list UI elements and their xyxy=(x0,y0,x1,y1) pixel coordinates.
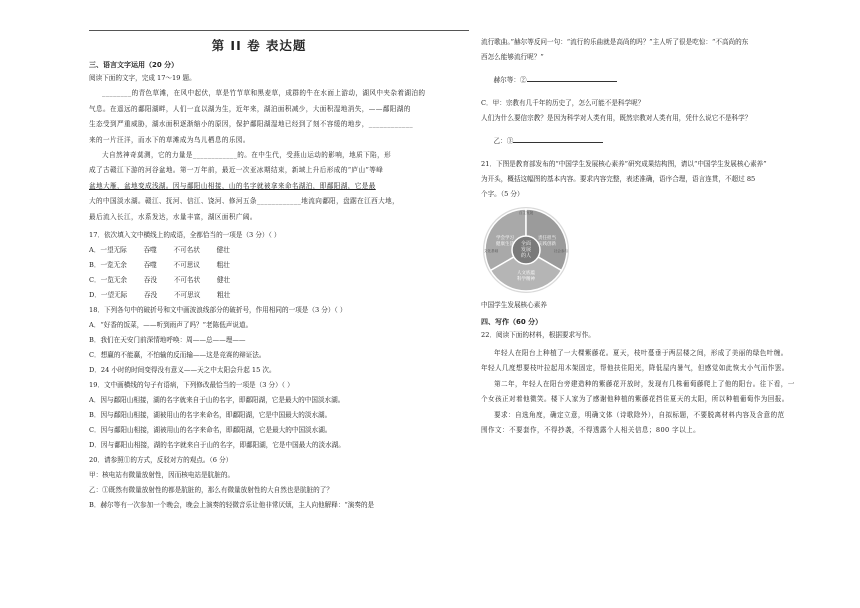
top-rule xyxy=(89,30,469,31)
question-21-line: 个字。（5 分） xyxy=(481,190,524,198)
passage-line: 大自然神奇莫测，它的力量是____________的。在中生代，受燕山运动的影响，地质下陷，形 xyxy=(102,151,392,160)
passage-line: 最后流入长江，水系发达，水量丰富，湖区面积广阔。 xyxy=(89,212,257,221)
option-19d: D．因与鄱阳山相接，湖的名字就来自于山的名字，即鄱阳湖，它是中国最大的淡水湖。 xyxy=(89,441,345,450)
q20-line: 乙：①既然有微量放射性的都是肮脏的，那么有微量放射性的大自然也是肮脏的了？ xyxy=(89,486,333,495)
q20-line: 甲：核电站有微量放射性，因而核电站是肮脏的。 xyxy=(89,471,235,480)
question-17: 17．依次填入文中横线上的成语，全都恰当的一项是（3 分）（ ） xyxy=(89,231,281,240)
r-line: 流行歌曲。”赫尔等反问一句：“流行的乐曲就是高尚的吗？”主人听了很是吃惊：“不高尚的东 xyxy=(481,38,749,46)
diagram-caption: 中国学生发展核心素养 xyxy=(481,301,547,309)
answer-2-blank[interactable] xyxy=(527,81,617,82)
passage-line-underlined: 盆地大雁，盆地变成浅湖。因与鄱阳山相接，山的名字就被拿来命名湖泊，即鄱阳湖，它是最 xyxy=(89,181,376,190)
reading-intro: 阅读下面的文字，完成 17～19 题。 xyxy=(89,74,196,82)
option-18a: A．“好香的饭菜，——听到雨声了吗？”老陈低声说道。 xyxy=(89,321,253,330)
question-22: 22．阅读下面的材料，根据要求写作。 xyxy=(481,331,595,339)
essay-line: 年轻人几度想要枝叶拉起用木架固定，帮他扶住阳光，降低屋内暑气，但感觉如此恢太小气而作罢。 xyxy=(481,364,789,373)
option-c-line-2: 人们为什么要信宗教？是因为科学对人类有用，既然宗教对人类有用，凭什么说它不是科学？ xyxy=(481,114,752,122)
answer-3-line xyxy=(481,129,821,153)
option-19b: B．因与鄱阳山相接，湖被用山的名字来命名，即鄱阳湖，它是中国最大的淡水湖。 xyxy=(89,411,332,420)
passage-line: 大的中国淡水湖。赣江、抚河、信江、饶河、修河五条____________地流向鄱阳，盘踞在江西大地， xyxy=(89,197,400,206)
question-21-line: 为开头，概括这幅图的基本内容。要求内容完整，表述准确，语序合理，语言连贯，不超过 85 xyxy=(481,175,756,183)
option-19a: A．因与鄱阳山相接，湖的名字就来自于山的名字，即鄱阳湖，它是最大的中国淡水湖。 xyxy=(89,396,345,405)
essay-line: 第二年，年轻人在阳台旁建造种的紫藤花开放时，发现有几株葡萄藤爬上了他的阳台。往下看，一 xyxy=(494,379,795,388)
essay-line: 年轻人在阳台上种植了一大棵紫藤花。夏天，枝叶蔓垂于两层楼之间，形成了美丽的绿色叶缠。 xyxy=(494,349,788,357)
diagram-center-text: 全面 xyxy=(520,241,532,247)
question-21-line: 21．下图是教育部发布的“中国学生发展核心素养”研究成果结构图，请以“中国学生发展核心素养” xyxy=(481,160,767,168)
essay-line: 个女孩正对着他微笑。楼下人家为了感谢他种植的紫藤花挡住夏天的太阳，所以种植葡萄作为回报。 xyxy=(481,395,789,404)
question-18: 18．下列各句中的破折号和文中画波浪线部分的破折号，作用相同的一项是（3 分）（ ） xyxy=(89,306,347,315)
diagram-right-text: 责任担当 xyxy=(538,236,556,241)
essay-line: 要求：自选角度，确定立意，明确文体（诗歌除外），自拟标题，不要脱离材料内容及含意的范 xyxy=(494,410,785,419)
option-17d: D．一望无际 吞没 不可思议 粗壮 xyxy=(89,291,231,300)
option-c-line: C．甲：宗教有几千年的历史了，怎么可能不是科学呢？ xyxy=(481,99,645,107)
option-18c: C．想赢的不能赢，不怕输的反而输——这是竞赛的辩证法。 xyxy=(89,351,266,360)
section-3-heading: 三、语言文字运用（20 分） xyxy=(89,61,179,69)
core-literacy-diagram-svg xyxy=(481,205,571,295)
left-column xyxy=(89,34,429,516)
diagram-right-text: 实践创新 xyxy=(538,242,556,247)
core-literacy-diagram xyxy=(481,205,571,295)
passage-line: 来的一片汪洋，而水下的草滩成为鸟儿栖息的乐园。 xyxy=(89,135,250,144)
question-20: 20．请参照①的方式，反驳对方的观点。（6 分） xyxy=(89,456,233,465)
q20-line: B．赫尔等有一次参加一个晚会，晚会上演奏的轻微音乐让他非常厌烦，主人向他解释：“演奏的是 xyxy=(89,501,375,510)
passage-line: 成了古赣江下游的河谷盆地。第一万年前，最近一次亚冰期结束，新域上升后形成的“庐山”等峰 xyxy=(89,166,384,175)
diagram-center-text: 发展 xyxy=(520,247,532,253)
essay-material xyxy=(481,346,821,438)
option-17b: B．一览无余 吞噬 不可思议 粗壮 xyxy=(89,261,230,270)
option-17c: C．一览无余 吞没 不可名状 健壮 xyxy=(89,276,231,285)
diagram-center-text: 的人 xyxy=(520,253,532,259)
passage-line: 气息。在遥远的鄱阳湖畔，人们一直以湖为生，近年来，湖泊面积减少，大面积湿地消失，——鄱阳湖的 xyxy=(89,104,411,113)
right-column xyxy=(481,34,821,438)
r-line: 西怎么能够流行呢？” xyxy=(481,53,544,61)
option-17a: A．一望无际 吞噬 不可名状 健壮 xyxy=(89,246,230,255)
answer-2-label: 赫尔等：② xyxy=(493,76,527,84)
question-19: 19．文中画横线的句子有语病，下列修改最恰当的一项是（3 分）（ ） xyxy=(89,381,294,390)
reading-passage xyxy=(89,86,429,225)
diagram-left-text: 健康生活 xyxy=(496,242,514,247)
essay-line: 围作文：不要套作，不得抄袭，不得透露个人相关信息；800 字以上。 xyxy=(481,426,701,435)
passage-line: 生态受到严重威胁，湖水面积逐渐缩小的原因，保护鄱阳湖湿地已经到了刻不容缓的地步，____________ xyxy=(89,120,414,129)
section-4-heading: 四、写作（60 分） xyxy=(481,318,543,326)
passage-line: ________的青色草滩，在风中起伏，草是竹节草和黑麦草，成群的牛在水面上游动，湖风中夹杂着湖泊的 xyxy=(102,89,426,98)
option-18d: D．24 小时的时间变得没有意义——天之中太阳会升起 15 次。 xyxy=(89,366,276,375)
diagram-outer-label: 自主发展 xyxy=(518,211,534,215)
option-18b: B．我们在天安门前深情地呼唤：周——总——理—— xyxy=(89,336,246,345)
diagram-bottom-text: 科学精神 xyxy=(517,277,535,282)
paper-title: 第 II 卷 表达题 xyxy=(211,38,307,53)
diagram-left-text: 学会学习 xyxy=(496,236,514,241)
answer-2-line xyxy=(481,68,821,92)
option-19c: C．因与鄱阳山相接，湖被用山的名字来命名，即鄱阳湖，它是最大的中国淡水湖。 xyxy=(89,426,332,435)
answer-3-blank[interactable] xyxy=(513,142,603,143)
diagram-outer-label: 文化基础 xyxy=(483,249,499,253)
answer-3-label: 乙：③ xyxy=(493,137,514,145)
diagram-outer-label: 社会参与 xyxy=(553,249,569,253)
diagram-bottom-text: 人文底蕴 xyxy=(517,271,535,276)
